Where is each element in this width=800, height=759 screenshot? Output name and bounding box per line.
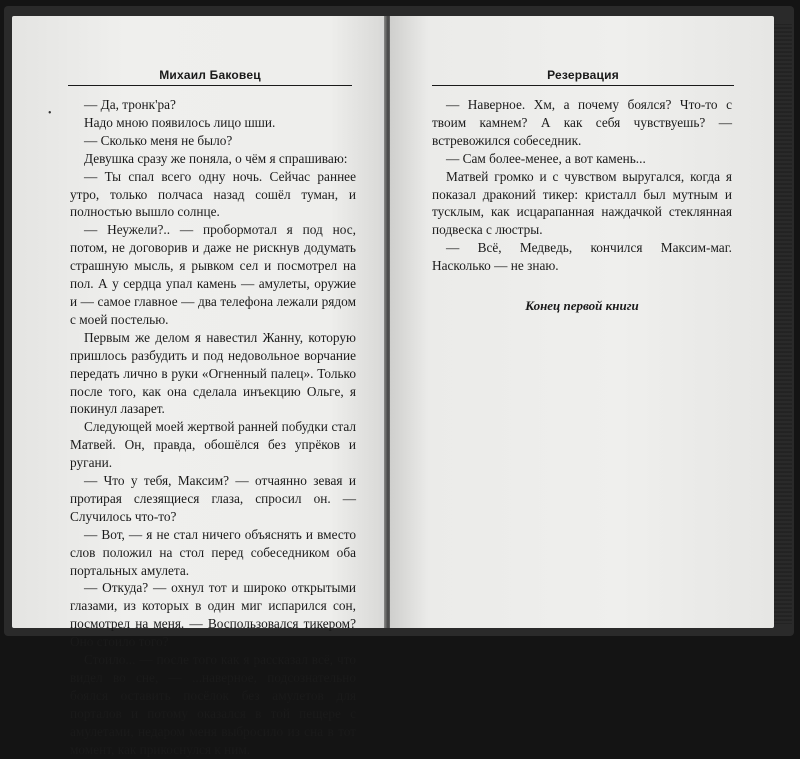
paragraph: — Наверное. Хм, а почему боялся? Что-то с твоим камнем? А как себя чувствуешь? — встревожился собеседник. — [432, 97, 732, 148]
paragraph: Девушка сразу же поняла, о чём я спрашиваю: — [84, 150, 348, 166]
left-page — [12, 16, 386, 757]
right-running-head: Резервация — [432, 68, 734, 86]
paragraph: — Всё, Медведь, кончился Максим-маг. Насколько — не знаю. — [432, 240, 732, 274]
paragraph: Надо мною появилось лицо шши. — [84, 114, 276, 130]
paragraph: — Неужели?.. — пробормотал я под нос, потом, не договорив и даже не рискнув додумать страшную мысль, я рывком сел и посмотрел на пол. А у сердца упал камень — амулеты, оружие и — самое главное — два телефона лежали рядом с моей постелью. — [70, 222, 356, 327]
paragraph: — Вот, — я не стал ничего объяснять и вместо слов положил на стол перед собеседником оба портальных амулета. — [70, 526, 356, 578]
paragraph: Стоило... — после того как я рассказал всё, что видел во сне, — ...наверное, подсознательно боялся оставить посёлок без амулетов для порталов и потому оказался в той пещере с амулетами, недаром меня выбросило из сна в тот момент, как прикоснулся к ним. — [70, 652, 356, 757]
paragraph: Матвей громко и с чувством выругался, когда я показал драконий тикер: кристалл был мутным и тусклым, как исцарапанная наждачкой стеклянная подвеска с люстры. — [432, 168, 732, 238]
left-running-head: Михаил Баковец — [68, 68, 352, 86]
paragraph: — Да, тронк'ра? — [84, 97, 176, 112]
margin-dot: • — [48, 108, 52, 119]
paragraph: — Сам более-менее, а вот камень... — [446, 150, 646, 166]
paragraph: — Откуда? — охнул тот и широко открытыми глазами, из которых в один миг испарился сон, посмотрел на меня. — Воспользовался тикером? Оно стоило того? — [70, 580, 356, 650]
right-page — [390, 16, 774, 628]
paragraph: — Что у тебя, Максим? — отчаянно зевая и протирая слезящиеся глаза, спросил он. — Случилось что-то? — [70, 473, 356, 524]
end-of-book-note: Конец первой книги — [525, 298, 639, 314]
left-page-text — [70, 96, 356, 759]
paragraph: Первым же делом я навестил Жанну, которую пришлось разбудить и под недовольное ворчание передать лично в руки «Огненный палец». Только после того, как она сделала инъекцию Ольге, я покинул лазарет. — [70, 329, 356, 417]
paragraph: — Ты спал всего одну ночь. Сейчас раннее утро, только полчаса назад сошёл туман, и полностью вышло солнце. — [70, 168, 356, 220]
right-page-text — [432, 96, 732, 315]
paragraph: — Сколько меня не было? — [84, 132, 233, 148]
paragraph: Следующей моей жертвой ранней побудки стал Матвей. Он, правда, обошёлся без упрёков и ругани. — [70, 419, 356, 471]
open-book — [4, 6, 794, 757]
page-edges — [774, 24, 792, 624]
